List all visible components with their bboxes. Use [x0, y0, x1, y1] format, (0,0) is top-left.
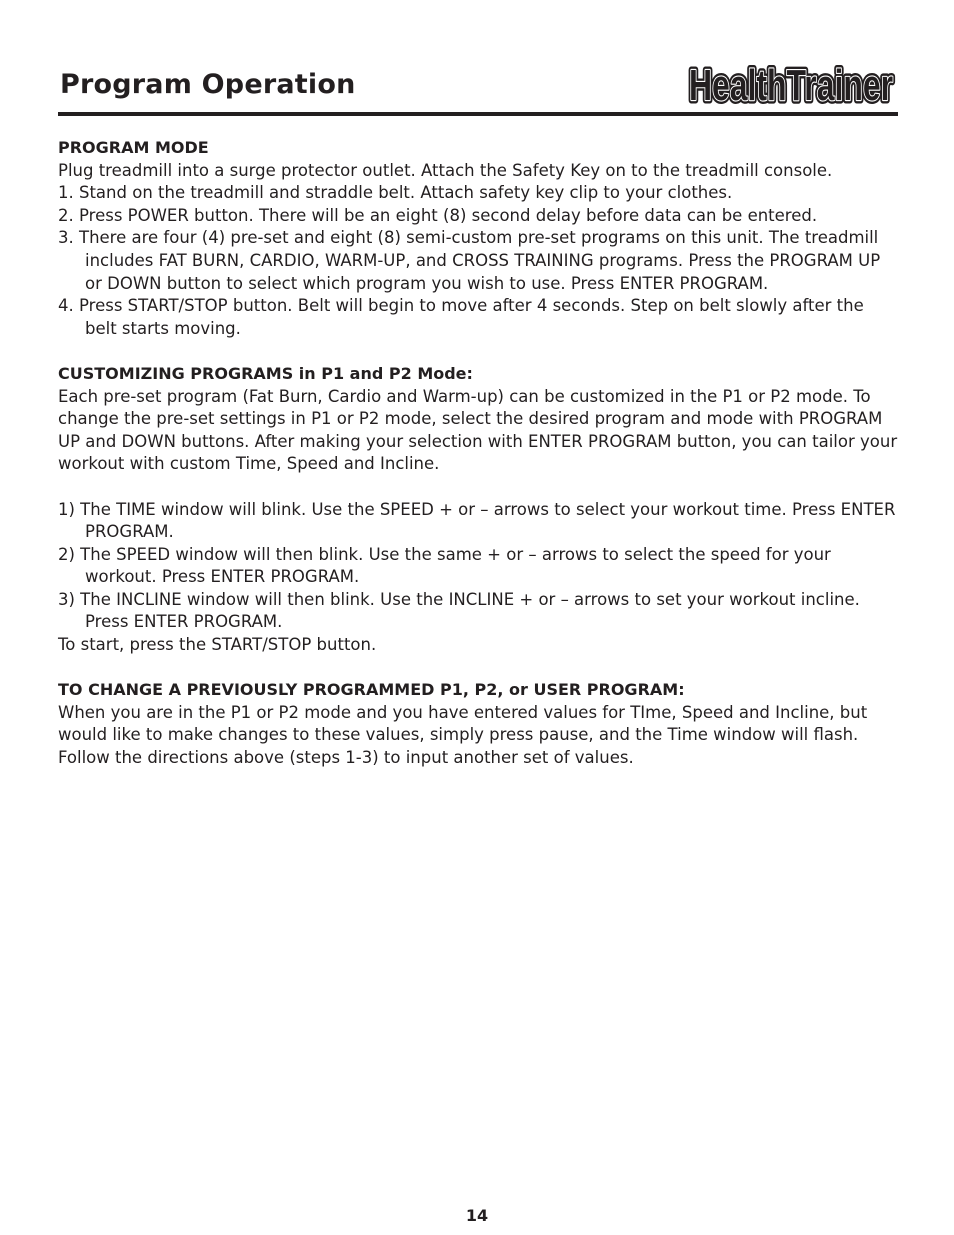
- customizing-step-3: 3) The INCLINE window will then blink. Use the INCLINE + or – arrows to set your workout incline. Press ENTER PROGRAM.: [58, 589, 860, 632]
- svg-text:HealthTrainer: HealthTrainer: [689, 61, 893, 108]
- healthtrainer-logo: [686, 58, 896, 108]
- svg-text:HealthTrainer: HealthTrainer: [689, 61, 893, 108]
- change-program-body: When you are in the P1 or P2 mode and you have entered values for TIme, Speed and Incline, but would like to make changes to these values, simply press pause, and the Time window will flash. Follow the directions above (steps 1-3) to input another set of values.: [58, 702, 868, 768]
- header-rule: [58, 112, 898, 116]
- customizing-step-1: 1) The TIME window will blink. Use the SPEED + or – arrows to select your workout time. Press ENTER PROGRAM.: [58, 499, 896, 542]
- program-mode-step-1: 1. Stand on the treadmill and straddle belt. Attach safety key clip to your clothes.: [58, 183, 733, 203]
- section-change-program: [58, 679, 900, 769]
- section-program-mode: [58, 137, 900, 340]
- program-mode-step-2: 2. Press POWER button. There will be an eight (8) second delay before data can be entered.: [58, 205, 818, 225]
- page-number: 14: [465, 1206, 489, 1225]
- change-program-heading: TO CHANGE A PREVIOUSLY PROGRAMMED P1, P2, or USER PROGRAM:: [58, 680, 685, 700]
- section-customizing: [58, 363, 900, 657]
- customizing-closing: To start, press the START/STOP button.: [58, 635, 377, 655]
- page-title: Program Operation: [60, 69, 356, 100]
- customizing-heading: CUSTOMIZING PROGRAMS in P1 and P2 Mode:: [58, 363, 473, 383]
- document-body: [58, 137, 900, 792]
- program-mode-intro: Plug treadmill into a surge protector outlet. Attach the Safety Key on to the treadmill console.: [58, 160, 833, 180]
- program-mode-heading: PROGRAM MODE: [58, 138, 209, 157]
- customizing-step-2: 2) The SPEED window will then blink. Use the same + or – arrows to select the speed for your workout. Press ENTER PROGRAM.: [58, 544, 831, 587]
- program-mode-step-4: 4. Press START/STOP button. Belt will begin to move after 4 seconds. Step on belt slowly after the belt starts moving.: [58, 296, 864, 338]
- program-mode-step-3: 3. There are four (4) pre-set and eight (8) semi-custom pre-set programs on this unit. The treadmill includes FAT BURN, CARDIO, WARM-UP, and CROSS TRAINING programs. Press the PROGRAM UP or DOWN button to select which program you wish to use. Press ENTER PROGRAM.: [58, 228, 881, 293]
- customizing-body: Each pre-set program (Fat Burn, Cardio and Warm-up) can be customized in the P1 or P2 mode. To change the pre-set settings in P1 or P2 mode, select the desired program and mode with PROGRAM UP and DOWN buttons. After making your selection with ENTER PROGRAM button, you can tailor your workout with custom Time, Speed and Incline.: [58, 386, 898, 474]
- svg-text:HealthTrainer: HealthTrainer: [689, 61, 893, 108]
